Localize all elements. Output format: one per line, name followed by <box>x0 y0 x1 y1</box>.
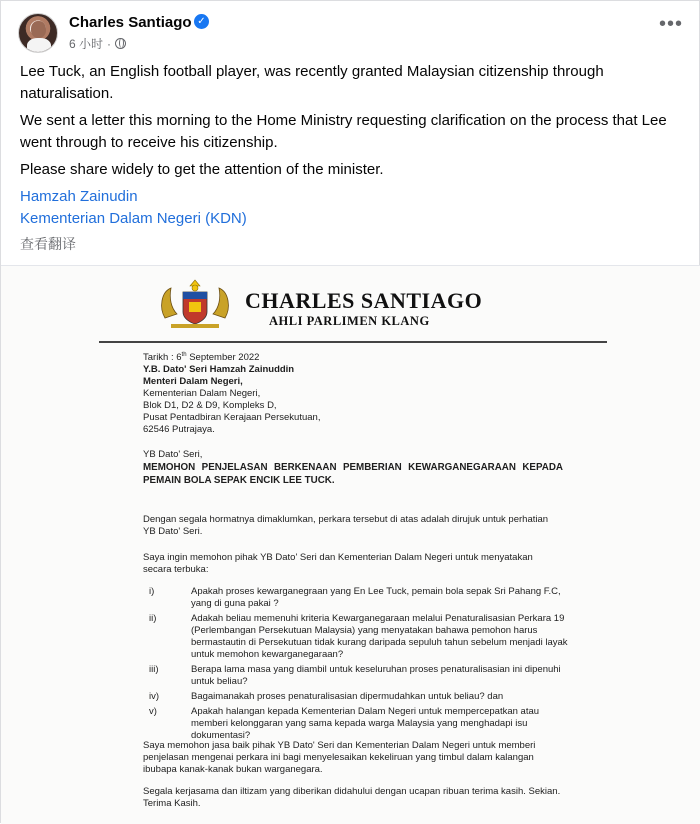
date-sup: th <box>181 351 187 358</box>
date-rest: September 2022 <box>186 352 260 363</box>
more-options-icon[interactable]: ••• <box>658 13 683 35</box>
list-item <box>149 664 569 688</box>
list-item <box>149 706 569 742</box>
meta-separator: · <box>107 36 112 51</box>
tag-link-kdn[interactable]: Kementerian Dalam Negeri (KDN) <box>20 210 247 227</box>
letter-question-list <box>149 586 569 745</box>
author-name[interactable]: Charles Santiago <box>69 14 192 31</box>
post-text <box>20 61 680 256</box>
letter-paragraph-4: Segala kerjasama dan iltizam yang diberikan didahului dengan ucapan ribuan terima kasih. Sekian. Terima Kasih. <box>143 786 561 809</box>
item-number: ii) <box>149 613 157 624</box>
letter-paragraph-3: Saya memohon jasa baik pihak YB Dato' Seri dan Kementerian Dalam Negeri untuk memberi penjelasan mengenai perkara ini bagi menyelesaikan kekeliruan yang timbul dalam kalangan ibubapa kanak-kanak bukan warganegara. <box>143 740 536 775</box>
letter-subject: MEMOHON PENJELASAN BERKENAAN PEMBERIAN KEWARGANEGARAAN KEPADA PEMAIN BOLA SEPAK ENCIK LEE TUCK. <box>143 462 563 486</box>
see-translation-link[interactable]: 查看翻译 <box>20 237 76 253</box>
letterhead-subtitle: AHLI PARLIMEN KLANG <box>269 314 430 328</box>
item-text: Bagaimanakah proses penaturalisasian dipermudahkan untuk beliau? dan <box>191 691 504 702</box>
letter-address-block <box>143 352 603 436</box>
letterhead-title: CHARLES SANTIAGO <box>245 288 483 313</box>
recipient-title: Menteri Dalam Negeri, <box>143 376 243 387</box>
item-number: v) <box>149 706 157 717</box>
globe-icon[interactable] <box>115 38 126 49</box>
letter-salutation: YB Dato' Seri, <box>143 449 203 460</box>
recipient-name: Y.B. Dato' Seri Hamzah Zainuddin <box>143 364 295 375</box>
list-item <box>149 691 569 703</box>
author-avatar[interactable] <box>18 13 58 53</box>
list-item <box>149 613 569 661</box>
letterhead-divider <box>99 341 607 343</box>
item-text: Apakah proses kewarganegraan yang En Lee Tuck, pemain bola sepak Sri Pahang F.C, yang di guna pakai ? <box>191 586 561 609</box>
letter-paragraph-1: Dengan segala hormatnya dimaklumkan, perkara tersebut di atas adalah dirujuk untuk perhatian YB Dato' Seri. <box>143 514 549 537</box>
tag-link-hamzah-zainudin[interactable]: Hamzah Zainudin <box>20 188 138 205</box>
letter-image[interactable] <box>1 265 700 824</box>
post-time[interactable]: 6 小时 <box>69 37 104 51</box>
avatar-collar <box>27 38 51 53</box>
address-line: Blok D1, D2 & D9, Kompleks D, <box>143 400 277 411</box>
verified-badge-icon: ✓ <box>194 14 209 29</box>
post-paragraph-3: Please share widely to get the attention of the minister. <box>20 161 384 178</box>
item-number: iii) <box>149 664 159 675</box>
address-line: Kementerian Dalam Negeri, <box>143 388 261 399</box>
post-paragraph-2: We sent a letter this morning to the Home Ministry requesting clarification on the process that Lee went through to receive his citizenship. <box>20 112 667 151</box>
letter-paragraph-2: Saya ingin memohon pihak YB Dato' Seri dan Kementerian Dalam Negeri untuk menyatakan secara terbuka: <box>143 552 533 575</box>
post-meta <box>69 35 126 52</box>
post-paragraph-1: Lee Tuck, an English football player, was recently granted Malaysian citizenship through naturalisation. <box>20 63 604 102</box>
item-number: iv) <box>149 691 160 702</box>
date-prefix: Tarikh : 6 <box>143 352 182 363</box>
item-text: Adakah beliau memenuhi kriteria Kewarganegaraan melalui Penaturalisasian Perkara 19 (Perlembangan Persekutuan Malaysia) yang menyatakan bahawa pemohon harus bermastautin di Persekutuan tidak kurang daripada sepuluh tahun sebelum menjadi layak untuk memohon kewarganegaraan? <box>191 613 568 660</box>
item-text: Berapa lama masa yang diambil untuk keseluruhan proses penaturalisasian ini dipenuhi untuk beliau? <box>191 664 561 687</box>
coat-of-arms-icon <box>157 278 233 330</box>
avatar-face <box>31 21 46 38</box>
item-text: Apakah halangan kepada Kementerian Dalam Negeri untuk mempercepatkan atau memberi kelonggaran yang sama kepada warga Malaysia yang menghadapi isu dokumentasi? <box>191 706 540 741</box>
item-number: i) <box>149 586 155 597</box>
address-line: Pusat Pentadbiran Kerajaan Persekutuan, <box>143 412 321 423</box>
letter-date <box>143 352 603 364</box>
list-item <box>149 586 569 610</box>
address-line: 62546 Putrajaya. <box>143 424 215 435</box>
